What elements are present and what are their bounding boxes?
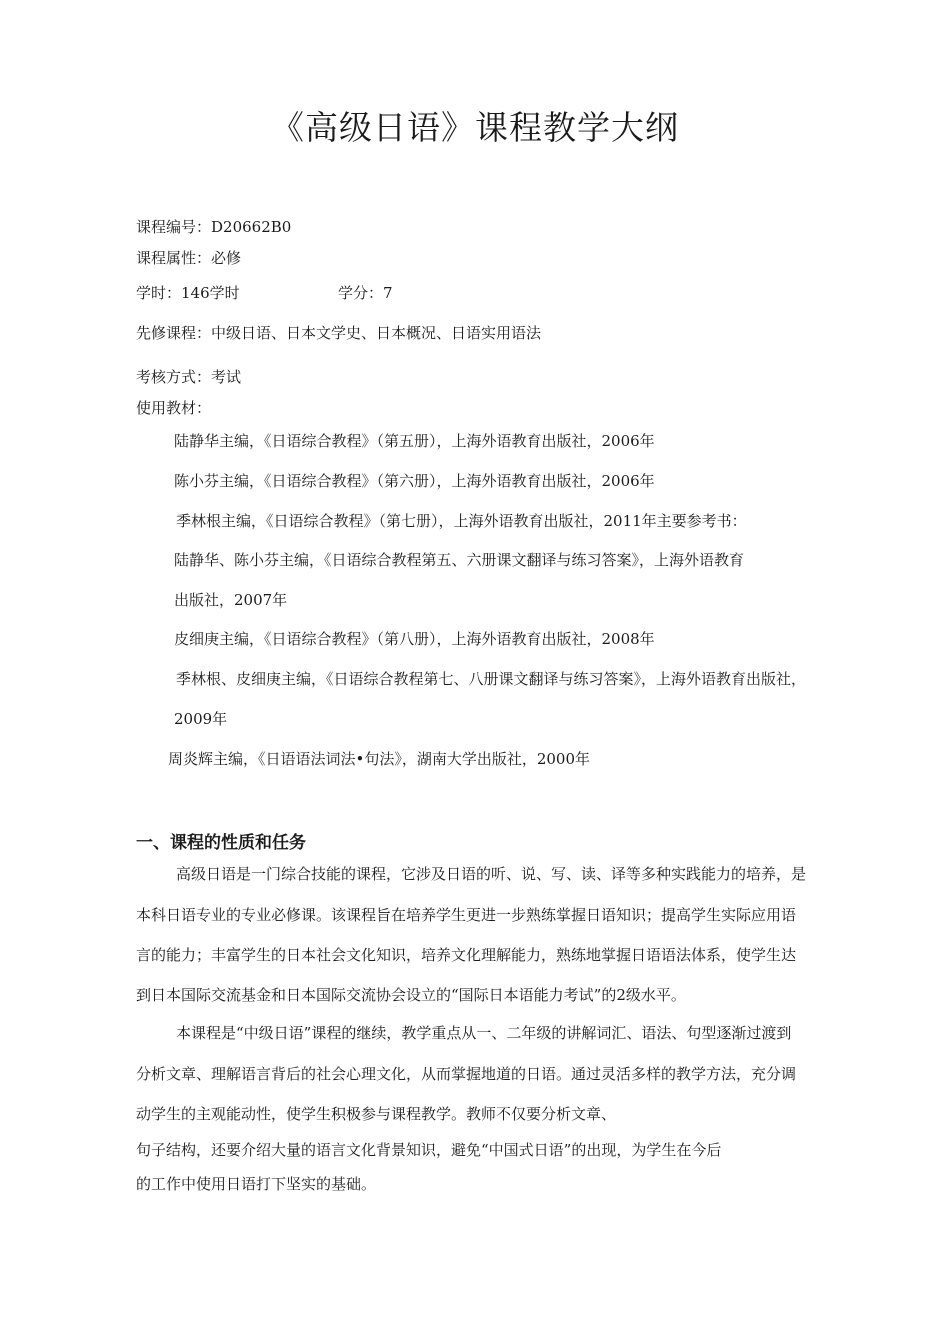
course-hours: 学时：146学时 <box>136 284 240 302</box>
document-title: 《高级日语》课程教学大纲 <box>271 108 679 147</box>
course-attribute: 课程属性：必修 <box>136 249 242 267</box>
paragraph-line: 的工作中使用日语打下坚实的基础。 <box>136 1175 377 1193</box>
paragraph-line: 句子结构，还要介绍大量的语言文化背景知识，避免“中国式日语”的出现，为学生在今后 <box>136 1141 722 1159</box>
textbook-item: 季林根主编，《日语综合教程》（第七册），上海外语教育出版社，2011年主要参考书： <box>176 512 747 530</box>
reference-item: 陆静华、陈小芬主编，《日语综合教程第五、六册课文翻译与练习答案》，上海外语教育 <box>174 551 745 569</box>
textbook-item: 陆静华主编，《日语综合教程》（第五册），上海外语教育出版社，2006年 <box>174 432 655 450</box>
reference-item: 周炎辉主编，《日语语法词法•句法》，湖南大学出版社，2000年 <box>168 750 591 768</box>
paragraph-line: 本科日语专业的专业必修课。该课程旨在培养学生更进一步熟练掌握日语知识；提高学生实际应用语 <box>136 906 797 924</box>
reference-item: 出版社，2007年 <box>174 591 288 609</box>
textbook-item: 陈小芬主编，《日语综合教程》（第六册），上海外语教育出版社，2006年 <box>174 472 655 490</box>
assessment-method: 考核方式：考试 <box>136 368 242 386</box>
reference-item: 皮细庚主编，《日语综合教程》（第八册），上海外语教育出版社，2008年 <box>174 630 655 648</box>
reference-item: 季林根、皮细庚主编，《日语综合教程第七、八册课文翻译与练习答案》，上海外语教育出版社， <box>176 670 807 688</box>
paragraph-line: 到日本国际交流基金和日本国际交流协会设立的“国际日本语能力考试”的2级水平。 <box>136 986 686 1004</box>
paragraph-line: 高级日语是一门综合技能的课程，它涉及日语的听、说、写、读、译等多种实践能力的培养，是 <box>176 865 807 883</box>
prerequisites: 先修课程：中级日语、日本文学史、日本概况、日语实用语法 <box>136 324 542 342</box>
paragraph-line: 分析文章、理解语言背后的社会心理文化，从而掌握地道的日语。通过灵活多样的教学方法，充分调 <box>136 1065 797 1083</box>
paragraph-line: 动学生的主观能动性，使学生积极参与课程教学。教师不仅要分析文章、 <box>136 1105 617 1123</box>
reference-item: 2009年 <box>174 710 228 728</box>
section-heading: 一、课程的性质和任务 <box>136 833 306 853</box>
course-credits: 学分：7 <box>338 284 393 302</box>
course-code: 课程编号：D20662B0 <box>136 218 292 236</box>
paragraph-line: 言的能力；丰富学生的日本社会文化知识，培养文化理解能力，熟练地掌握日语语法体系，使学生达 <box>136 946 797 964</box>
paragraph-line: 本课程是“中级日语”课程的继续，教学重点从一、二年级的讲解词汇、语法、句型逐渐过渡到 <box>176 1024 792 1042</box>
textbooks-label: 使用教材： <box>136 399 212 417</box>
